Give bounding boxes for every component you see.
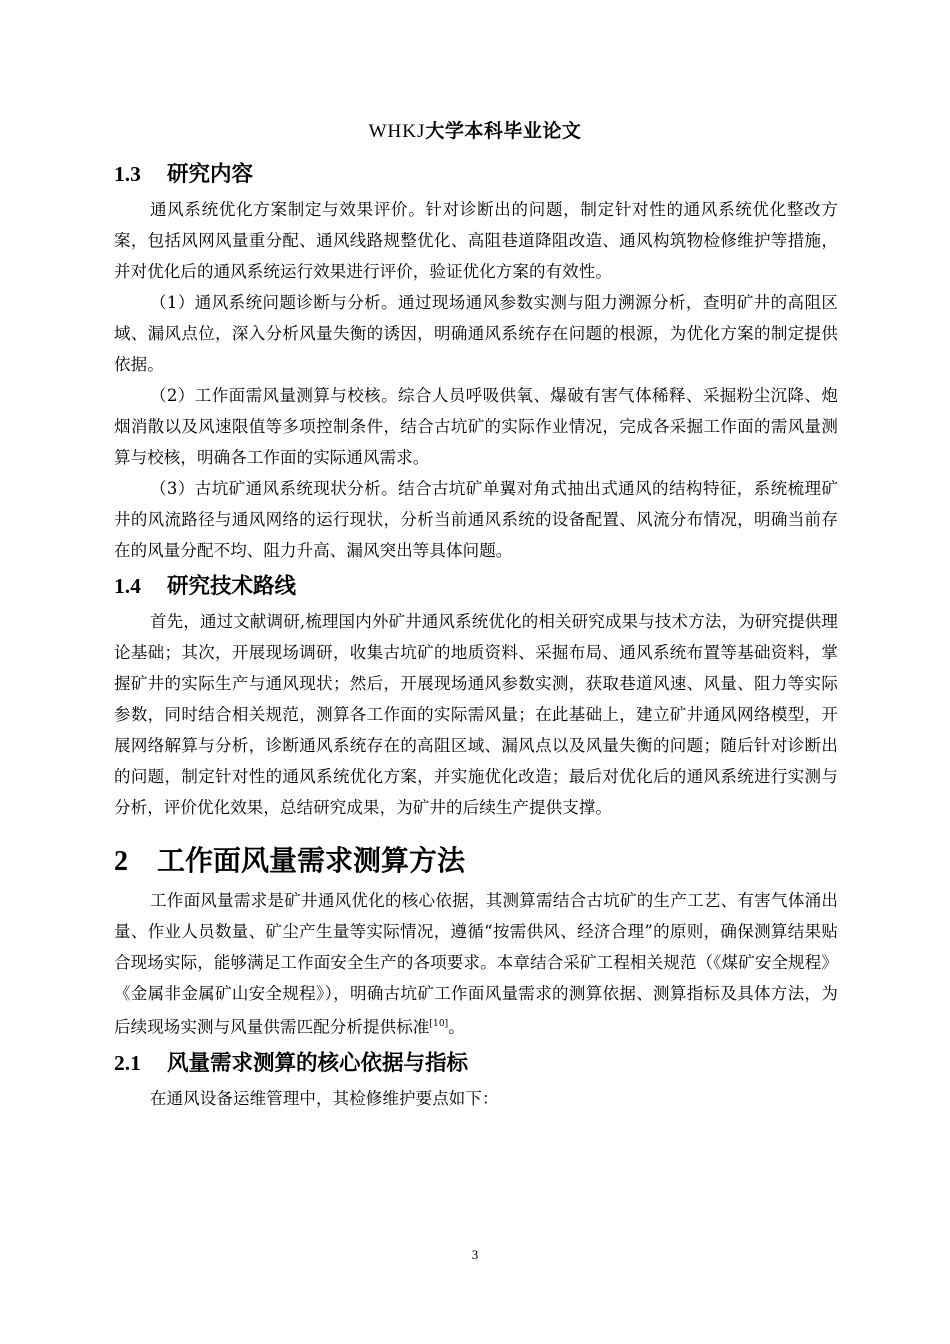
page-content [114, 156, 838, 1114]
section-title: 风量需求测算的核心依据与指标 [167, 1050, 469, 1076]
section-title: 研究技术路线 [167, 574, 297, 599]
paragraph: 在通风设备运维管理中，其检修维护要点如下： [150, 1088, 499, 1108]
page-number: 3 [471, 1247, 479, 1262]
section-title: 研究内容 [167, 162, 254, 187]
section-number: 2.1 [114, 1050, 141, 1075]
chapter-number: 2 [114, 846, 128, 877]
chapter-heading-2 [114, 837, 838, 885]
paragraph [114, 885, 838, 1043]
citation-marker: [10] [429, 1019, 449, 1029]
header-title: 大学本科毕业论文 [425, 120, 582, 142]
section-heading-2-1 [114, 1045, 838, 1081]
chapter-title: 工作面风量需求测算方法 [157, 844, 466, 877]
paragraph-text: 工作面风量需求是矿井通风优化的核心依据，其测算需结合古坑矿的生产工艺、有害气体涌出量、作业人员数量、矿尘产生量等实际情况，遵循“按需供风、经济合理”的原则，确保测算结果贴合现场实际，能够满足工作面安全生产的各项要求。本章结合采矿工程相关规范（《煤矿安全规程》《金属非金属矿山安全规程》），明确古坑矿工作面风量需求的测算依据、测算指标及具体方法，为后续现场实测与风量供需匹配分析提供标准 [114, 891, 838, 1037]
section-heading-1-3 [114, 156, 838, 192]
paragraph-end: 。 [448, 1017, 465, 1037]
paragraph: 首先，通过文献调研,梳理国内外矿井通风系统优化的相关研究成果与技术方法，为研究提供理论基础；其次，开展现场调研，收集古坑矿的地质资料、采掘布局、通风系统布置等基础资料，掌握矿井的实际生产与通风现状；然后，开展现场通风参数实测，获取巷道风速、风量、阻力等实际参数，同时结合相关规范，测算各工作面的实际需风量；在此基础上，建立矿井通风网络模型，开展网络解算与分析，诊断通风系统存在的高阻区域、漏风点以及风量失衡的问题；随后针对诊断出的问题，制定针对性的通风系统优化方案，并实施优化改造；最后对优化后的通风系统进行实测与分析，评价优化效果，总结研究成果，为矿井的后续生产提供支撑。 [114, 612, 838, 817]
paragraph: （1）通风系统问题诊断与分析。通过现场通风参数实测与阻力溯源分析，查明矿井的高阻区域、漏风点位，深入分析风量失衡的诱因，明确通风系统存在问题的根源，为优化方案的制定提供依据。 [114, 293, 838, 374]
section-number: 1.4 [114, 574, 141, 598]
paragraph: （2）工作面需风量测算与校核。综合人员呼吸供氧、爆破有害气体稀释、采掘粉尘沉降、炮烟消散以及风速限值等多项控制条件，结合古坑矿的实际作业情况，完成各采掘工作面的需风量测算与校核，明确各工作面的实际通风需求。 [114, 386, 838, 467]
header-latin: WHKJ [368, 121, 426, 142]
page-header [0, 116, 950, 143]
paragraph: 通风系统优化方案制定与效果评价。针对诊断出的问题，制定针对性的通风系统优化整改方案，包括风网风量重分配、通风线路规整优化、高阻巷道降阻改造、通风构筑物检修维护等措施，并对优化后的通风系统运行效果进行评价，验证优化方案的有效性。 [114, 200, 838, 281]
paragraph: （3）古坑矿通风系统现状分析。结合古坑矿单翼对角式抽出式通风的结构特征，系统梳理矿井的风流路径与通风网络的运行现状，分析当前通风系统的设备配置、风流分布情况，明确当前存在的风量分配不均、阻力升高、漏风突出等具体问题。 [114, 479, 838, 560]
section-number: 1.3 [114, 162, 141, 186]
section-heading-1-4 [114, 568, 838, 604]
